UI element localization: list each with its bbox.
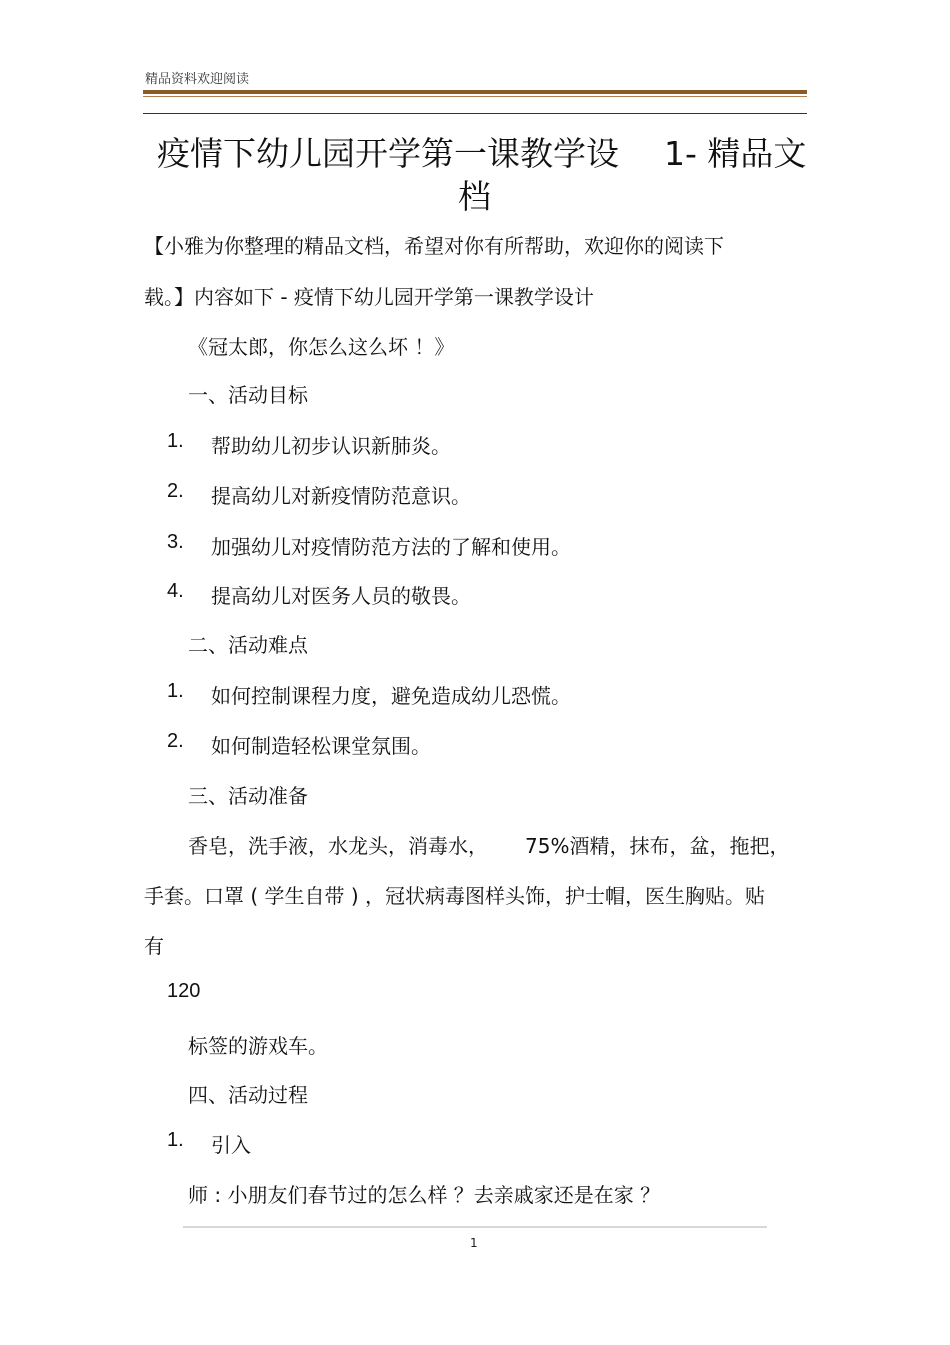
page-header-text: 精品资料欢迎阅读 <box>145 72 250 87</box>
list-item-number: 3. <box>167 531 184 553</box>
document-title-line2: 档 <box>458 177 491 216</box>
document-title-line1-suffix: 1- 精品文 <box>664 134 807 173</box>
lesson-subtitle: 《冠太郎，你怎么这么坏 ！》 <box>188 335 455 359</box>
header-rule-thick <box>143 90 807 94</box>
list-item-text: 如何控制课程力度，避免造成幼儿恐慌。 <box>211 684 571 708</box>
preparation-text-line1a: 香皂，洗手液，水龙头，消毒水， <box>188 834 488 858</box>
list-item-text: 如何制造轻松课堂氛围。 <box>211 734 431 758</box>
list-item-text: 提高幼儿对新疫情防范意识。 <box>211 484 471 508</box>
teacher-dialogue: 师 : 小朋友们春节过的怎么样 ？去亲戚家还是在家 ？ <box>188 1183 661 1207</box>
footer-rule <box>183 1226 767 1228</box>
preparation-text-line2: 手套。口罩 ( 学生自带 ) ，冠状病毒图样头饰，护士帽，医生胸贴。贴 <box>144 884 766 908</box>
list-item-text: 提高幼儿对医务人员的敬畏。 <box>211 584 471 608</box>
preparation-number: 120 <box>167 980 201 1002</box>
preparation-text-line3: 有 <box>144 934 164 958</box>
list-item-number: 1. <box>167 680 184 702</box>
list-item-number: 2. <box>167 730 184 752</box>
list-item-text: 帮助幼儿初步认识新肺炎。 <box>211 434 451 458</box>
document-title-line1: 疫情下幼儿园开学第一课教学设 <box>157 134 619 173</box>
list-item-number: 4. <box>167 580 184 602</box>
header-rule-bottom <box>143 113 807 114</box>
list-item-number: 2. <box>167 480 184 502</box>
section-heading-process: 四、活动过程 <box>188 1083 308 1107</box>
preparation-text-line1b: 75%酒精，抹布，盆，拖把， <box>525 834 790 858</box>
intro-line-1: 【小雅为你整理的精品文档，希望对你有所帮助，欢迎你的阅读下 <box>144 234 724 258</box>
section-heading-difficulties: 二、活动难点 <box>188 633 308 657</box>
header-rule-thin <box>143 96 807 97</box>
page-number: 1 <box>470 1236 478 1250</box>
preparation-text-line4: 标签的游戏车。 <box>188 1034 328 1058</box>
section-heading-preparation: 三、活动准备 <box>188 784 308 808</box>
section-heading-goals: 一、活动目标 <box>188 383 308 407</box>
list-item-number: 1. <box>167 1129 184 1151</box>
intro-line-2: 载。】内容如下 - 疫情下幼儿园开学第一课教学设计 <box>144 285 594 309</box>
list-item-number: 1. <box>167 430 184 452</box>
list-item-text: 加强幼儿对疫情防范方法的了解和使用。 <box>211 535 571 559</box>
list-item-text: 引入 <box>211 1133 251 1157</box>
